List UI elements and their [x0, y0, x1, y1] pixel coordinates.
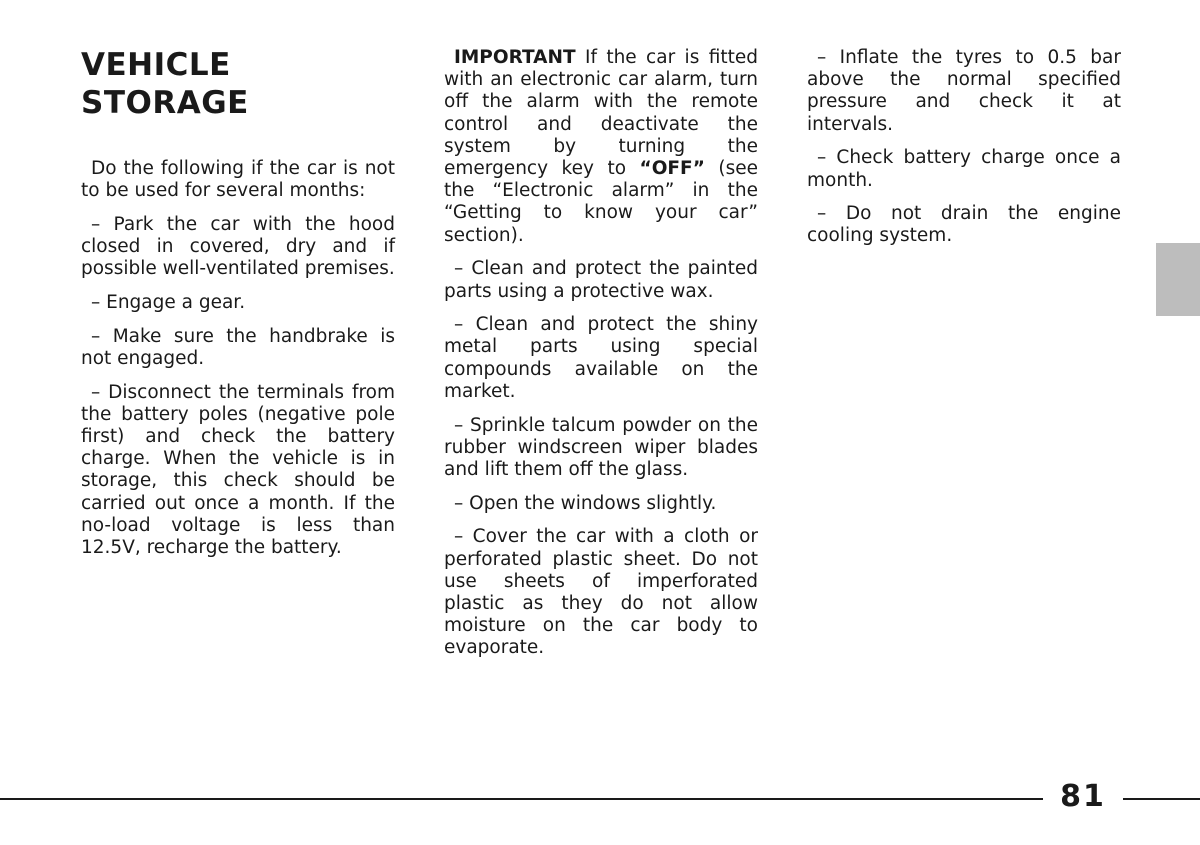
section-title-line-1: VEHICLE	[81, 47, 231, 83]
list-item: – Sprinkle talcum powder on the rubber windscreen wiper blades and lift them off the glass.	[444, 414, 758, 480]
list-item: – Clean and protect the shiny metal parts using special compounds available on the market.	[444, 314, 758, 402]
list-item: – Do not drain the engine cooling system.	[807, 203, 1121, 247]
section-title	[81, 46, 395, 122]
important-label: IMPORTANT	[454, 47, 576, 68]
list-item: – Check battery charge once a month.	[807, 147, 1121, 191]
page-number: 81	[1060, 779, 1106, 814]
list-item: – Cover the car with a cloth or perforated plastic sheet. Do not use sheets of imperforated plastic as they do not allow moisture on the car body to evaporate.	[444, 526, 758, 659]
list-item: – Clean and protect the painted parts using a protective wax.	[444, 258, 758, 302]
list-item: – Make sure the handbrake is not engaged.	[81, 325, 395, 369]
column-1	[81, 46, 395, 571]
list-item: – Engage a gear.	[91, 292, 246, 314]
important-note	[444, 47, 758, 247]
list-item: – Park the car with the hood closed in covered, dry and if possible well-ventilated premises.	[81, 213, 395, 280]
footer-rule-right	[1123, 798, 1200, 800]
section-thumb-tab	[1156, 243, 1200, 316]
list-item: – Inflate the tyres to 0.5 bar above the normal specified pressure and check it at intervals.	[807, 47, 1121, 135]
list-item: – Disconnect the terminals from the battery poles (negative pole first) and check the battery charge. When the vehicle is in storage, this check should be carried out once a month. If the no-load voltage is less than 12.5V, recharge the battery.	[81, 381, 395, 559]
column-2	[444, 46, 758, 671]
intro-paragraph: Do the following if the car is not to be used for several months:	[81, 158, 395, 202]
important-text-before: If the car is fitted with an electronic car alarm, turn off the alarm with the remote control and deactivate the system by turning the emergency key to	[444, 47, 758, 180]
important-text-after: (see the “Electronic alarm” in the “Getting to know your car” section).	[444, 158, 758, 246]
list-item: – Open the windows slightly.	[454, 492, 717, 514]
footer-rule-left	[0, 798, 1043, 800]
column-3	[807, 46, 1121, 259]
section-title-line-2: STORAGE	[81, 85, 249, 121]
off-key-position: “OFF”	[639, 158, 705, 180]
